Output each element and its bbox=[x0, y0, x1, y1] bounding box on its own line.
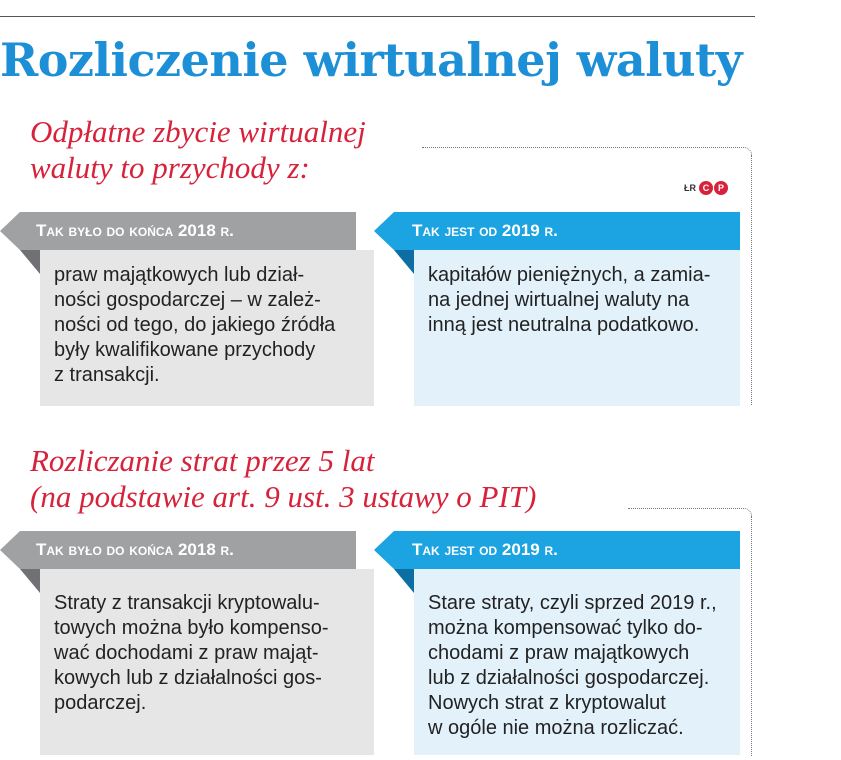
section-2-heading-line-2: (na podstawie art. 9 ust. 3 ustawy o PIT) bbox=[30, 479, 537, 514]
section-1-before-line: ności gospodarczej – w zależ- bbox=[54, 289, 321, 311]
section-1-heading-line-1: Odpłatne zbycie wirtualnej bbox=[30, 114, 366, 149]
section-1-before-ribbon: Tak było do końca 2018 r. bbox=[20, 212, 356, 250]
top-rule bbox=[0, 16, 755, 17]
credit-mark bbox=[684, 181, 728, 195]
section-2-after-line: można kompensować tylko do- bbox=[428, 617, 703, 639]
section-1-dotted-rule bbox=[422, 147, 744, 148]
section-1-after-line: kapitałów pieniężnych, a zamia- bbox=[428, 264, 711, 286]
section-1-after-line: na jednej wirtualnej waluty na bbox=[428, 289, 690, 311]
section-1-before-ribbon-arrow bbox=[0, 212, 20, 250]
section-2-before-line: towych można było kompenso- bbox=[54, 617, 329, 639]
section-2-before-box bbox=[40, 569, 374, 755]
section-2-after-line: chodami z praw majątkowych bbox=[428, 642, 690, 664]
section-2-dotted-side bbox=[751, 516, 752, 756]
section-2-after-line: Nowych strat z kryptowalut bbox=[428, 692, 666, 714]
section-2-after-ribbon-arrow bbox=[374, 531, 394, 569]
main-title: Rozliczenie wirtualnej waluty bbox=[0, 33, 743, 87]
section-1-heading-line-2: waluty to przychody z: bbox=[30, 150, 310, 185]
section-1-before-line: z transakcji. bbox=[54, 364, 160, 386]
section-2-before-line: wać dochodami z praw mająt- bbox=[54, 642, 319, 664]
section-1-dotted-side bbox=[751, 155, 752, 405]
section-2-heading-line-1: Rozliczanie strat przez 5 lat bbox=[30, 443, 375, 478]
section-2-after-line: lub z działalności gospodarczej. bbox=[428, 667, 710, 689]
section-2-heading bbox=[30, 443, 536, 515]
section-2-after-ribbon-fold bbox=[394, 569, 414, 593]
section-2-before-line: kowych lub z działalności gos- bbox=[54, 667, 322, 689]
copyright-badge-icon: C P bbox=[699, 181, 728, 195]
section-2-dotted-rule bbox=[628, 508, 744, 509]
section-1-before-line: ności od tego, do jakiego źródła bbox=[54, 314, 336, 336]
section-1-after-box bbox=[414, 250, 740, 406]
section-2-before-ribbon: Tak było do końca 2018 r. bbox=[20, 531, 356, 569]
section-1-after-ribbon: Tak jest od 2019 r. bbox=[394, 212, 740, 250]
section-2-before-line: Straty z transakcji kryptowalu- bbox=[54, 592, 320, 614]
section-2-after-line: Stare straty, czyli sprzed 2019 r., bbox=[428, 592, 717, 614]
section-1-after-ribbon-fold bbox=[394, 250, 414, 274]
section-1-after-ribbon-arrow bbox=[374, 212, 394, 250]
section-2-after-ribbon: Tak jest od 2019 r. bbox=[394, 531, 740, 569]
section-1-before-line: praw majątkowych lub dział- bbox=[54, 264, 305, 286]
section-2-before-ribbon-fold bbox=[20, 569, 40, 593]
section-1-before-box bbox=[40, 250, 374, 406]
section-1-heading bbox=[30, 114, 366, 186]
section-2-before-ribbon-arrow bbox=[0, 531, 20, 569]
section-1-after-line: inną jest neutralna podatkowo. bbox=[428, 314, 700, 336]
section-1-before-line: były kwalifikowane przychody bbox=[54, 339, 316, 361]
section-1-before-ribbon-fold bbox=[20, 250, 40, 274]
section-2-before-line: podarczej. bbox=[54, 692, 147, 714]
section-2-after-box bbox=[414, 569, 740, 755]
credit-initials: ŁR bbox=[684, 183, 696, 193]
section-2-after-line: w ogóle nie można rozliczać. bbox=[428, 717, 684, 739]
